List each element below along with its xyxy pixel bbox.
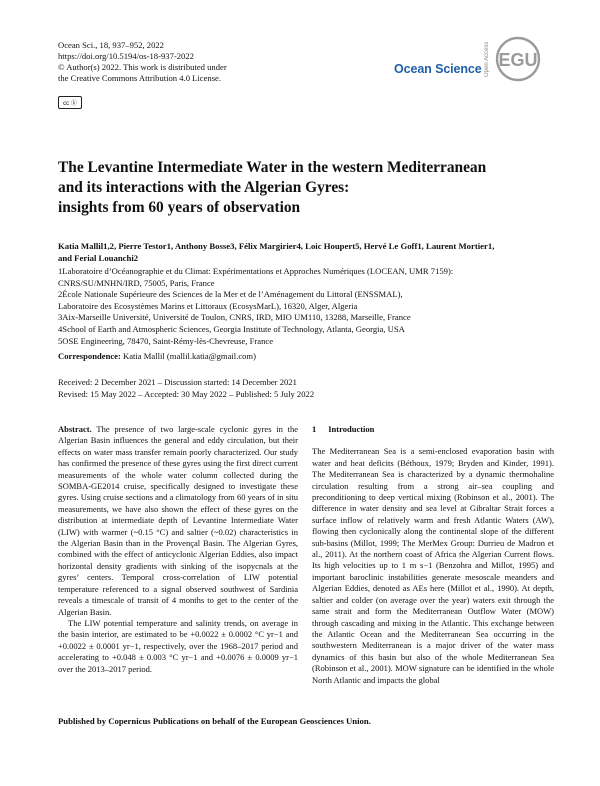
affiliation-line: 1Laboratoire d’Océanographie et du Climat: Expérimentations et Approches Numériques (LOCEAN, UMR 7159): (58, 266, 454, 276)
dates-line: Received: 2 December 2021 – Discussion started: 14 December 2021 (58, 377, 297, 387)
affiliation-line: 2École Nationale Supérieure des Sciences de la Mer et de l’Aménagement du Littoral (ENSSMAL), (58, 289, 403, 300)
open-access-label: Open Access (484, 41, 490, 77)
affiliation-list (58, 266, 558, 347)
introduction-paragraph: The Mediterranean Sea is a semi-enclosed evaporation basin with water and heat deficits (Béthoux, 1979; Bryden and Kinder, 1991). The Mediterranean Sea is characterized by a dynamic thermohaline circulation resulting from a strong air–sea coupling and preconditioning to deep vertical mixing (Robinson et al., 2001). The difference in water density and sea level at Gibraltar Strait forces a surface inflow of relatively warm and fresh Atlantic Waters (AW), flowing then cyclonically along the continental slope of the different sub-basins (Millot, 1999; The MerMex Group: Durrieu de Madron et al., 2011). At the northern coast of Africa the Algerian Current flows. Its high velocities up to 1 m s−1 (Benzohra and Millot, 1995) and important baroclinic instabilities generate mesoscale meanders and Algerian Eddies, denoted as AEs here (Millot et al., 1990). At depth, saltier and colder (on average over the year) waters exit through the same strait and form the Mediterranean Outflow Water (MOW) through cascading and mixing in the Atlantic. This exchange between the Atlantic Ocean and the Mediterranean Sea occurring in the southwestern Mediterranean is a major driver of the water mass dynamics of this basin but also of the whole Mediterranean Sea (Robinson et al., 2001). MOW signature can be identified in the whole North Atlantic and impacts the global (312, 446, 554, 685)
egu-logo-icon (494, 36, 542, 82)
abstract-paragraph-2: The LIW potential temperature and salinity trends, on average in the basin interior, are estimated to be +0.0022 ± 0.0002 °C yr−1 and +0.0022 ± 0.0001 yr−1, respectively, over the 1968–2017 period and accelerating to +0.048 ± 0.003 °C yr−1 and +0.0076 ± 0.0009 yr−1 over the 2013–2017 period. (58, 617, 298, 674)
affiliation-line: 4School of Earth and Atmospheric Sciences, Georgia Institute of Technology, Atlanta, Georgia, USA (58, 323, 405, 334)
abstract-label: Abstract. (58, 424, 92, 434)
affiliation-line: CNRS/SU/MNHN/IRD, 75005, Paris, France (58, 277, 215, 288)
article-header (58, 40, 227, 84)
dates-line: Revised: 15 May 2022 – Accepted: 30 May 2022 – Published: 5 July 2022 (58, 388, 315, 399)
correspondence-email[interactable]: Katia Mallil (mallil.katia@gmail.com) (123, 351, 256, 361)
abstract-paragraph (58, 424, 298, 618)
section-title: Introduction (328, 424, 375, 434)
affiliation-line: 5OSE Engineering, 78470, Saint-Rémy-lès-Chevreuse, France (58, 335, 274, 346)
egu-logo-text: EGU (498, 50, 538, 70)
license-line: the Creative Commons Attribution 4.0 License. (58, 73, 222, 83)
affiliation-line: Laboratoire des Ecosystèmes Marins et Littoraux (EcosysMarL), 16320, Alger, Algeria (58, 300, 358, 311)
introduction-column (312, 424, 554, 686)
article-title (58, 158, 558, 218)
journal-name: Ocean Science (394, 62, 482, 76)
section-number: 1 (312, 424, 317, 434)
abstract-column (58, 424, 298, 675)
title-line: The Levantine Intermediate Water in the western Mediterranean (58, 159, 487, 176)
cc-license-badge[interactable]: cc ⓑ (58, 96, 82, 109)
author-line: and Ferial Louanchi2 (58, 253, 139, 263)
abstract-text: The presence of two large-scale cyclonic gyres in the Algerian Basin influences the general and eddy circulation, but their effects on water mass transfer remain poorly characterized. Our study has confirmed the presence of these gyres using the first direct current measurements of the whole water column collected during the SOMBA-GE2014 cruise, specifically designed to investigate these gyres. Using cruise sections and a climatology from 60 years of in situ measurements, we have also shown the effect of these gyres on the distribution at intermediate depth of Levantine Intermediate Water (LIW) with warmer (~0.15 °C) and saltier (~0.02) characteristics in the Algerian Basin than in the Provençal Basin. The Algerian Gyres, combined with the effect of anticyclonic Algerian Eddies, also impact horizontal density gradients with sinking of the isopycnals at the gyres’ centers. Temporal cross-correlation of LIW potential temperature referenced to a signal observed southwest of Sardinia reveals a timescale of transit of 4 months to get to the center of the Algerian Basin. (58, 424, 298, 617)
publication-dates (58, 377, 314, 400)
publisher-footer: Published by Copernicus Publications on behalf of the European Geosciences Union. (58, 716, 371, 726)
doi-link[interactable]: https://doi.org/10.5194/os-18-937-2022 (58, 51, 194, 61)
section-heading (312, 424, 554, 435)
title-line: and its interactions with the Algerian Gyres: (58, 179, 350, 196)
affiliation-line: 3Aix-Marseille Université, Université de Toulon, CNRS, IRD, MIO UM110, 13288, Marseille, France (58, 312, 411, 323)
correspondence (58, 351, 256, 361)
author-line: Katia Mallil1,2, Pierre Testor1, Anthony Bosse3, Félix Margirier4, Loic Houpert5, Hervé Le Goff1, Laurent Mortier1, (58, 241, 495, 251)
journal-reference: Ocean Sci., 18, 937–952, 2022 (58, 40, 164, 50)
title-line: insights from 60 years of observation (58, 199, 301, 216)
author-list (58, 240, 558, 264)
correspondence-label: Correspondence: (58, 351, 121, 361)
copyright-line: © Author(s) 2022. This work is distributed under (58, 62, 227, 72)
